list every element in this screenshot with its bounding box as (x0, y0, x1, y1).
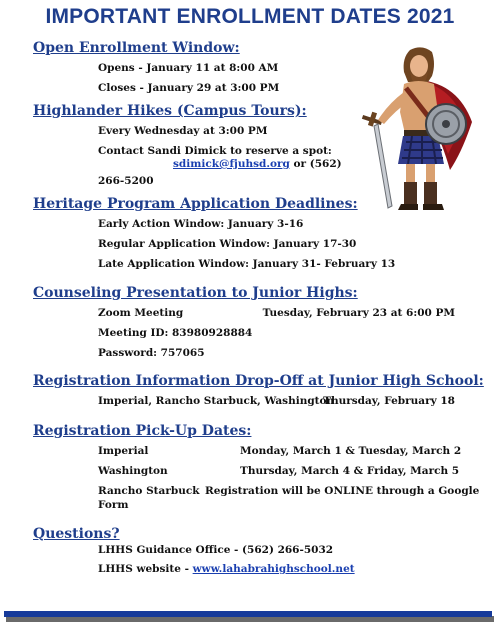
meeting-password: Password: 757065 (98, 347, 205, 359)
pickup-rancho-label-1: Rancho Starbuck (98, 485, 200, 497)
website-label: LHHS website - (98, 563, 193, 575)
opens-date: Opens - January 11 at 8:00 AM (98, 62, 279, 74)
pickup-washington-label: Washington (98, 465, 168, 477)
heritage-heading: Heritage Program Application Deadlines: (33, 196, 358, 212)
footer-bar (4, 611, 492, 617)
dropoff-date: Thursday, February 18 (323, 395, 455, 407)
late-application: Late Application Window: January 31- February 13 (98, 258, 396, 270)
email-link[interactable]: sdimick@fjuhsd.org (173, 158, 290, 170)
dropoff-schools: Imperial, Rancho Starbuck, Washington (98, 395, 335, 407)
phone-part-2: 266-5200 (98, 175, 154, 187)
closes-date: Closes - January 29 at 3:00 PM (98, 82, 280, 94)
phone-part-1: or (562) (289, 158, 342, 170)
meeting-id: Meeting ID: 83980928884 (98, 327, 253, 339)
website-link[interactable]: www.lahabrahighschool.net (192, 563, 355, 575)
pickup-washington-date: Thursday, March 4 & Friday, March 5 (240, 465, 460, 477)
counseling-date: Tuesday, February 23 at 6:00 PM (262, 307, 455, 319)
pickup-rancho-label-2: Form (98, 499, 129, 511)
pickup-rancho-note: Registration will be ONLINE through a Google (205, 485, 480, 497)
pickup-heading: Registration Pick-Up Dates: (33, 423, 252, 439)
hikes-contact-line (173, 158, 342, 170)
regular-application: Regular Application Window: January 17-30 (98, 238, 357, 250)
highlander-mascot-icon (358, 42, 476, 222)
questions-heading: Questions? (33, 526, 120, 542)
hikes-schedule: Every Wednesday at 3:00 PM (98, 125, 268, 137)
page-title: IMPORTANT ENROLLMENT DATES 2021 (45, 5, 455, 28)
pickup-imperial-label: Imperial (98, 445, 149, 457)
hikes-contact: Contact Sandi Dimick to reserve a spot: (98, 145, 332, 157)
guidance-office: LHHS Guidance Office - (562) 266-5032 (98, 544, 334, 556)
website-line (98, 563, 355, 575)
counseling-heading: Counseling Presentation to Junior Highs: (33, 285, 358, 301)
dropoff-heading: Registration Information Drop-Off at Junior High School: (33, 373, 484, 389)
hikes-heading: Highlander Hikes (Campus Tours): (33, 103, 307, 119)
open-enrollment-heading: Open Enrollment Window: (33, 40, 240, 56)
pickup-imperial-date: Monday, March 1 & Tuesday, March 2 (240, 445, 462, 457)
early-action: Early Action Window: January 3-16 (98, 218, 304, 230)
zoom-meeting: Zoom Meeting (98, 307, 184, 319)
